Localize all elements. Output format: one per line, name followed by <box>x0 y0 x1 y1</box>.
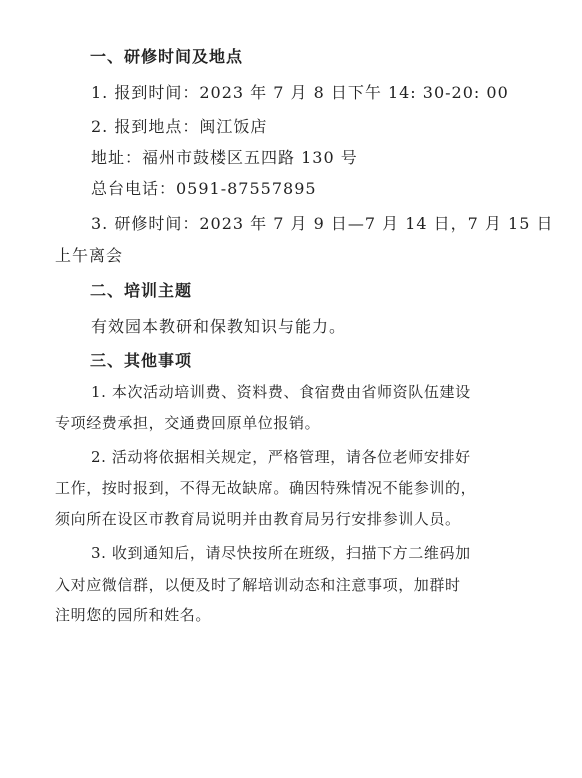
section-heading-other: 三、其他事项 <box>90 351 193 370</box>
other-item3-line3: 注明您的园所和姓名。 <box>55 606 212 624</box>
phone-line: 总台电话：0591-87557895 <box>91 179 317 198</box>
training-dates-cont: 上午离会 <box>55 246 124 265</box>
section-heading-theme: 二、培训主题 <box>90 281 193 300</box>
section-heading-schedule: 一、研修时间及地点 <box>90 47 244 66</box>
checkin-time: 1. 报到时间：2023 年 7 月 8 日下午 14: 30-20: 00 <box>91 83 509 102</box>
other-item1-line2: 专项经费承担，交通费回原单位报销。 <box>55 414 321 432</box>
other-item3-line2: 入对应微信群，以便及时了解培训动态和注意事项，加群时 <box>55 576 461 594</box>
training-dates: 3. 研修时间：2023 年 7 月 9 日—7 月 14 日，7 月 15 日 <box>91 214 554 233</box>
checkin-location: 2. 报到地点：闽江饭店 <box>91 117 268 136</box>
other-item1-line1: 1. 本次活动培训费、资料费、食宿费由省师资队伍建设 <box>91 383 471 401</box>
other-item3-line1: 3. 收到通知后，请尽快按所在班级，扫描下方二维码加 <box>91 544 471 562</box>
other-item2-line1: 2. 活动将依据相关规定，严格管理，请各位老师安排好 <box>91 448 471 466</box>
other-item2-line3: 须向所在设区市教育局说明并由教育局另行安排参训人员。 <box>55 510 461 528</box>
other-item2-line2: 工作，按时报到，不得无故缺席。确因特殊情况不能参训的， <box>55 479 477 497</box>
theme-text: 有效园本教研和保教知识与能力。 <box>91 317 347 336</box>
address-line: 地址：福州市鼓楼区五四路 130 号 <box>91 148 358 167</box>
